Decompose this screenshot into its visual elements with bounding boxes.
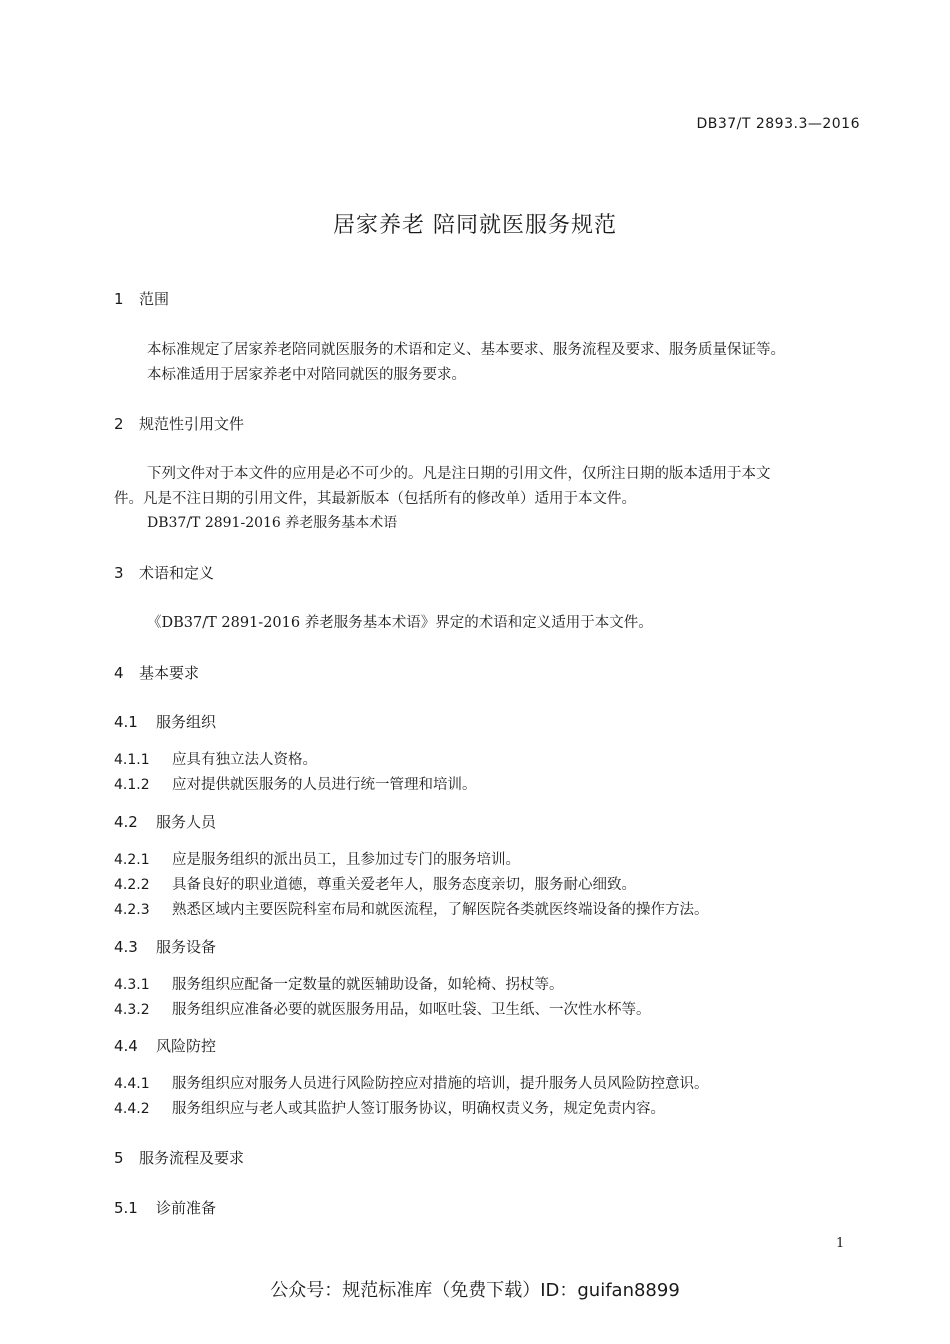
clause-item <box>114 1097 665 1118</box>
clause-text: 应是服务组织的派出员工，且参加过专门的服务培训。 <box>172 852 520 868</box>
document-number: DB37/T 2893.3—2016 <box>696 116 860 132</box>
clause-item <box>114 773 477 794</box>
subsection-4-3-heading <box>114 936 216 957</box>
subsection-4-4-heading <box>114 1035 216 1056</box>
subsection-title: 服务设备 <box>156 938 217 956</box>
clause-number: 4.4.2 <box>114 1101 150 1117</box>
paragraph: 本标准适用于居家养老中对陪同就医的服务要求。 <box>147 367 466 383</box>
section-title: 服务流程及要求 <box>139 1149 245 1167</box>
section-2-heading <box>114 413 244 434</box>
subsection-title: 诊前准备 <box>156 1199 217 1217</box>
section-number: 3 <box>114 564 124 582</box>
clause-text: 具备良好的职业道德，尊重关爱老年人，服务态度亲切，服务耐心细致。 <box>172 877 636 893</box>
subsection-number: 5.1 <box>114 1199 138 1217</box>
clause-number: 4.3.2 <box>114 1002 150 1018</box>
section-number: 4 <box>114 664 124 682</box>
clause-text: 应具有独立法人资格。 <box>172 752 317 768</box>
section-title: 术语和定义 <box>139 564 215 582</box>
clause-number: 4.2.2 <box>114 877 150 893</box>
section-1-heading <box>114 288 169 309</box>
clause-item <box>114 1072 709 1093</box>
section-3-heading <box>114 562 214 583</box>
clause-item <box>114 748 317 769</box>
clause-text: 应对提供就医服务的人员进行统一管理和培训。 <box>172 777 477 793</box>
clause-text: 服务组织应准备必要的就医服务用品，如呕吐袋、卫生纸、一次性水杯等。 <box>172 1002 651 1018</box>
footer-watermark: 公众号：规范标准库（免费下载）ID：guifan8899 <box>270 1280 680 1301</box>
clause-number: 4.1.1 <box>114 752 150 768</box>
section-title: 规范性引用文件 <box>139 415 245 433</box>
subsection-5-1-heading <box>114 1197 216 1218</box>
section-title: 基本要求 <box>139 664 200 682</box>
subsection-4-1-heading <box>114 711 216 732</box>
subsection-number: 4.1 <box>114 713 138 731</box>
clause-item <box>114 998 651 1019</box>
clause-text: 服务组织应与老人或其监护人签订服务协议，明确权责义务，规定免责内容。 <box>172 1101 665 1117</box>
clause-number: 4.2.1 <box>114 852 150 868</box>
section-title: 范围 <box>139 290 170 308</box>
paragraph: 件。凡是不注日期的引用文件，其最新版本（包括所有的修改单）适用于本文件。 <box>114 491 636 507</box>
paragraph: 《DB37/T 2891-2016 养老服务基本术语》界定的术语和定义适用于本文件。 <box>147 615 653 631</box>
clause-item <box>114 898 709 919</box>
clause-number: 4.3.1 <box>114 977 150 993</box>
subsection-4-2-heading <box>114 811 216 832</box>
page-title: 居家养老 陪同就医服务规范 <box>333 213 617 238</box>
subsection-number: 4.4 <box>114 1037 138 1055</box>
paragraph: 本标准规定了居家养老陪同就医服务的术语和定义、基本要求、服务流程及要求、服务质量保证等。 <box>147 342 785 358</box>
clause-text: 服务组织应对服务人员进行风险防控应对措施的培训，提升服务人员风险防控意识。 <box>172 1076 709 1092</box>
subsection-number: 4.3 <box>114 938 138 956</box>
clause-text: 熟悉区域内主要医院科室布局和就医流程，了解医院各类就医终端设备的操作方法。 <box>172 902 709 918</box>
clause-item <box>114 973 564 994</box>
clause-item <box>114 873 636 894</box>
section-number: 5 <box>114 1149 124 1167</box>
section-5-heading <box>114 1147 244 1168</box>
clause-text: 服务组织应配备一定数量的就医辅助设备，如轮椅、拐杖等。 <box>172 977 564 993</box>
subsection-title: 服务人员 <box>156 813 217 831</box>
clause-number: 4.4.1 <box>114 1076 150 1092</box>
paragraph: 下列文件对于本文件的应用是必不可少的。凡是注日期的引用文件，仅所注日期的版本适用于本文 <box>147 466 771 482</box>
section-number: 1 <box>114 290 124 308</box>
subsection-title: 服务组织 <box>156 713 217 731</box>
subsection-number: 4.2 <box>114 813 138 831</box>
section-4-heading <box>114 662 199 683</box>
normative-reference: DB37/T 2891-2016 养老服务基本术语 <box>147 515 398 531</box>
page-number: 1 <box>836 1236 845 1251</box>
subsection-title: 风险防控 <box>156 1037 217 1055</box>
clause-number: 4.1.2 <box>114 777 150 793</box>
clause-number: 4.2.3 <box>114 902 150 918</box>
clause-item <box>114 848 520 869</box>
section-number: 2 <box>114 415 124 433</box>
